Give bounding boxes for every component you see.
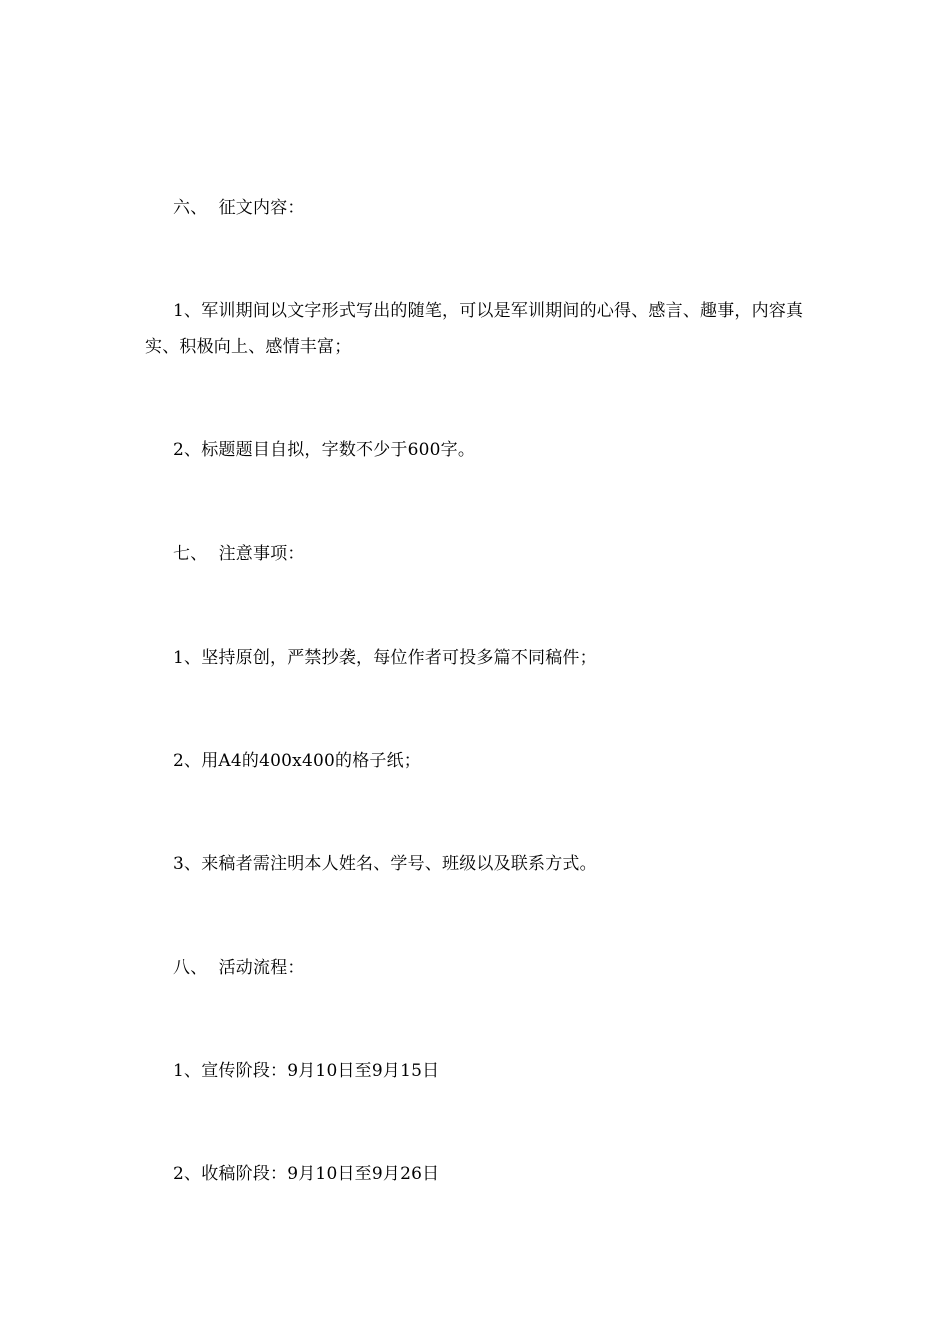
section-heading-content: 六、 征文内容： [173,198,305,218]
paragraph-notes-item-2: 2、用A4的400x400的格子纸； [173,751,421,771]
paragraph-content-item-1: 1、军训期间以文字形式写出的随笔，可以是军训期间的心得、感言、趣事，内容真实、积极向上、感情丰富； [145,301,804,357]
paragraph-process-item-1: 1、宣传阶段：9月10日至9月15日 [173,1061,440,1081]
paragraph-process-item-2: 2、收稿阶段：9月10日至9月26日 [173,1164,440,1184]
section-heading-notes: 七、 注意事项： [173,544,305,564]
paragraph-notes-item-1: 1、坚持原创，严禁抄袭，每位作者可投多篇不同稿件； [173,648,597,668]
section-heading-process: 八、 活动流程： [173,958,305,978]
paragraph-content-item-2: 2、标题题目自拟，字数不少于600字。 [173,440,476,460]
paragraph-notes-item-3: 3、来稿者需注明本人姓名、学号、班级以及联系方式。 [173,854,597,874]
